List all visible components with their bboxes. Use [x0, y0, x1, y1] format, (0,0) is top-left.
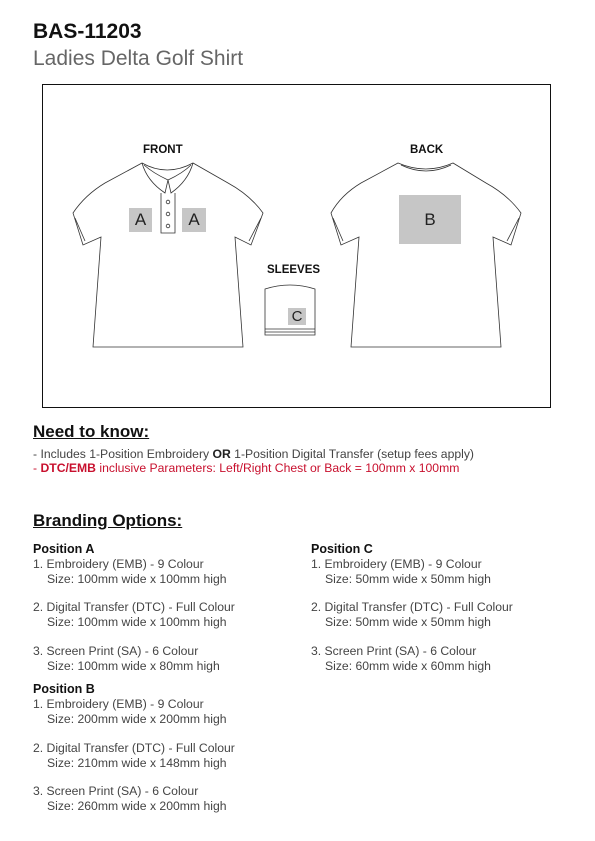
position-a-option: 3. Screen Print (SA) - 6 Colour Size: 100mm wide x 80mm high — [33, 644, 220, 673]
need-to-know-title: Need to know: — [33, 422, 150, 441]
front-shirt-outline — [73, 163, 263, 347]
need-to-know-line-2: - DTC/EMB inclusive Parameters: Left/Right Chest or Back = 100mm x 100mm — [33, 461, 460, 475]
garment-diagram — [42, 84, 551, 408]
position-c-option: 3. Screen Print (SA) - 6 Colour Size: 60mm wide x 60mm high — [311, 644, 491, 673]
position-a-option: 2. Digital Transfer (DTC) - Full Colour Size: 100mm wide x 100mm high — [33, 600, 235, 629]
position-b-box: B — [399, 195, 461, 244]
back-shirt-outline — [331, 163, 521, 347]
back-label: BACK — [410, 144, 444, 156]
product-code: BAS-11203 — [33, 20, 142, 43]
need-to-know-line-1: - Includes 1-Position Embroidery OR 1-Position Digital Transfer (setup fees apply) — [33, 447, 474, 461]
position-a-option: 1. Embroidery (EMB) - 9 Colour Size: 100mm wide x 100mm high — [33, 557, 227, 586]
front-label: FRONT — [143, 144, 183, 156]
position-b-option: 2. Digital Transfer (DTC) - Full Colour Size: 210mm wide x 148mm high — [33, 741, 235, 770]
position-c-box: C — [288, 308, 306, 325]
position-a-right-box: A — [182, 208, 206, 232]
product-name: Ladies Delta Golf Shirt — [33, 47, 244, 70]
position-c-option: 1. Embroidery (EMB) - 9 Colour Size: 50mm wide x 50mm high — [311, 557, 491, 586]
position-b-title: Position B — [33, 682, 95, 696]
sleeves-label: SLEEVES — [267, 264, 321, 276]
position-c-title: Position C — [311, 542, 373, 556]
position-b-option: 1. Embroidery (EMB) - 9 Colour Size: 200mm wide x 200mm high — [33, 697, 227, 726]
position-b-option: 3. Screen Print (SA) - 6 Colour Size: 260mm wide x 200mm high — [33, 784, 227, 813]
position-c-option: 2. Digital Transfer (DTC) - Full Colour Size: 50mm wide x 50mm high — [311, 600, 513, 629]
position-a-title: Position A — [33, 542, 95, 556]
position-a-left-box: A — [129, 208, 152, 232]
branding-options-title: Branding Options: — [33, 511, 183, 530]
shirt-outlines — [43, 85, 552, 409]
